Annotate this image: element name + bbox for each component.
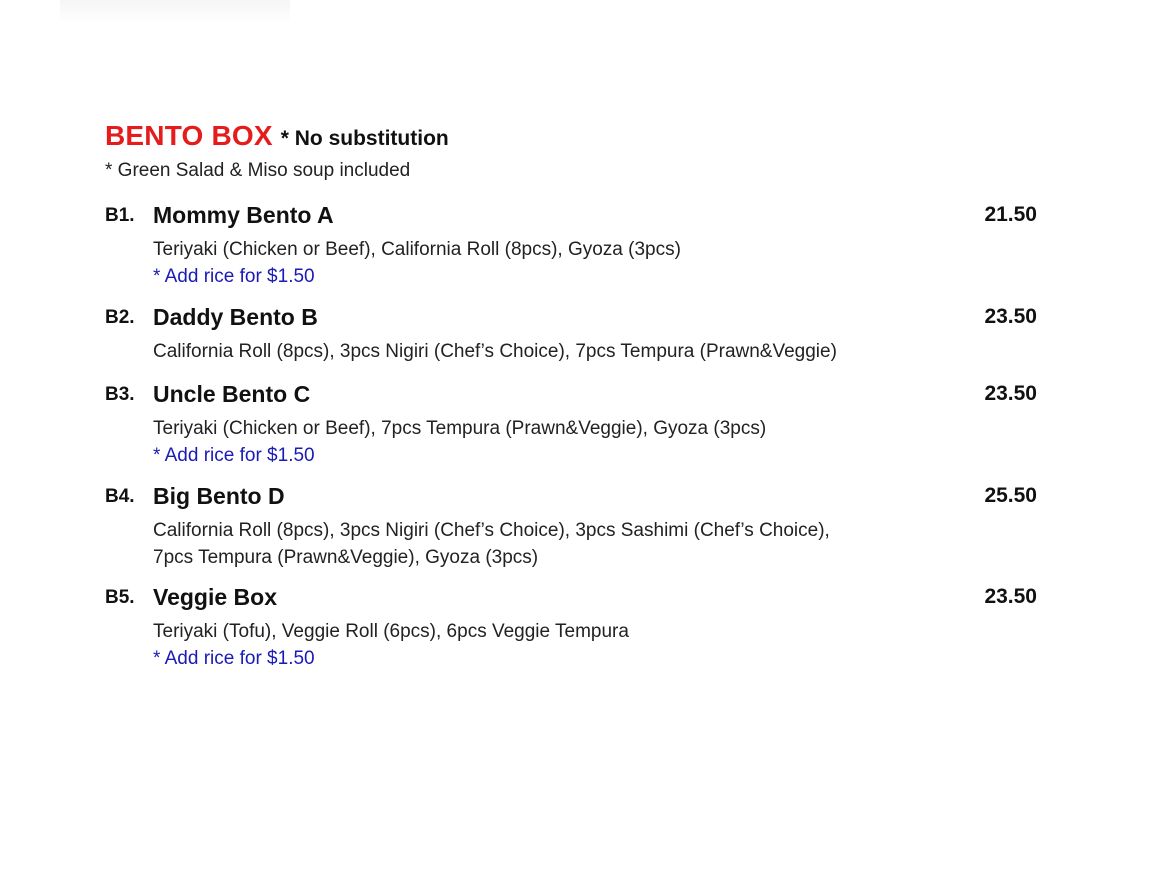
top-edge-smudge bbox=[60, 0, 290, 24]
item-description bbox=[153, 517, 830, 571]
item-description bbox=[153, 618, 629, 672]
item-description-line: California Roll (8pcs), 3pcs Nigiri (Chef’s Choice), 7pcs Tempura (Prawn&Veggie) bbox=[153, 341, 837, 362]
menu-item-b1 bbox=[105, 202, 1045, 288]
menu-item-b5 bbox=[105, 584, 1045, 670]
item-description-line: Teriyaki (Chicken or Beef), 7pcs Tempura (Prawn&Veggie), Gyoza (3pcs) bbox=[153, 418, 767, 439]
item-price: 23.50 bbox=[984, 382, 1037, 405]
menu-item-b3 bbox=[105, 381, 1045, 467]
item-description bbox=[153, 338, 837, 365]
menu-item-b4 bbox=[105, 483, 1045, 569]
section-note: * No substitution bbox=[280, 127, 449, 150]
item-code: B3. bbox=[105, 384, 135, 405]
item-code: B2. bbox=[105, 307, 135, 328]
item-name: Veggie Box bbox=[153, 584, 277, 610]
item-name: Mommy Bento A bbox=[153, 202, 334, 228]
item-price: 23.50 bbox=[984, 305, 1037, 328]
item-addon-note: * Add rice for $1.50 bbox=[153, 648, 315, 669]
item-code: B5. bbox=[105, 587, 135, 608]
item-addon-note: * Add rice for $1.50 bbox=[153, 266, 315, 287]
item-price: 25.50 bbox=[984, 484, 1037, 507]
item-description-line: California Roll (8pcs), 3pcs Nigiri (Chef’s Choice), 3pcs Sashimi (Chef’s Choice), bbox=[153, 520, 830, 541]
section-subnote: * Green Salad & Miso soup included bbox=[105, 160, 411, 181]
item-name: Daddy Bento B bbox=[153, 304, 318, 330]
item-code: B4. bbox=[105, 486, 135, 507]
section-header bbox=[105, 120, 449, 152]
item-description-line: 7pcs Tempura (Prawn&Veggie), Gyoza (3pcs) bbox=[153, 547, 539, 568]
item-description bbox=[153, 236, 681, 290]
item-name: Uncle Bento C bbox=[153, 381, 311, 407]
item-addon-note: * Add rice for $1.50 bbox=[153, 445, 315, 466]
item-description-line: Teriyaki (Chicken or Beef), California Roll (8pcs), Gyoza (3pcs) bbox=[153, 239, 681, 260]
menu-item-b2 bbox=[105, 304, 1045, 364]
item-name: Big Bento D bbox=[153, 483, 285, 509]
item-price: 23.50 bbox=[984, 585, 1037, 608]
item-description bbox=[153, 415, 766, 469]
section-title: BENTO BOX bbox=[105, 120, 273, 151]
item-price: 21.50 bbox=[984, 203, 1037, 226]
item-description-line: Teriyaki (Tofu), Veggie Roll (6pcs), 6pcs Veggie Tempura bbox=[153, 621, 629, 642]
item-code: B1. bbox=[105, 205, 135, 226]
